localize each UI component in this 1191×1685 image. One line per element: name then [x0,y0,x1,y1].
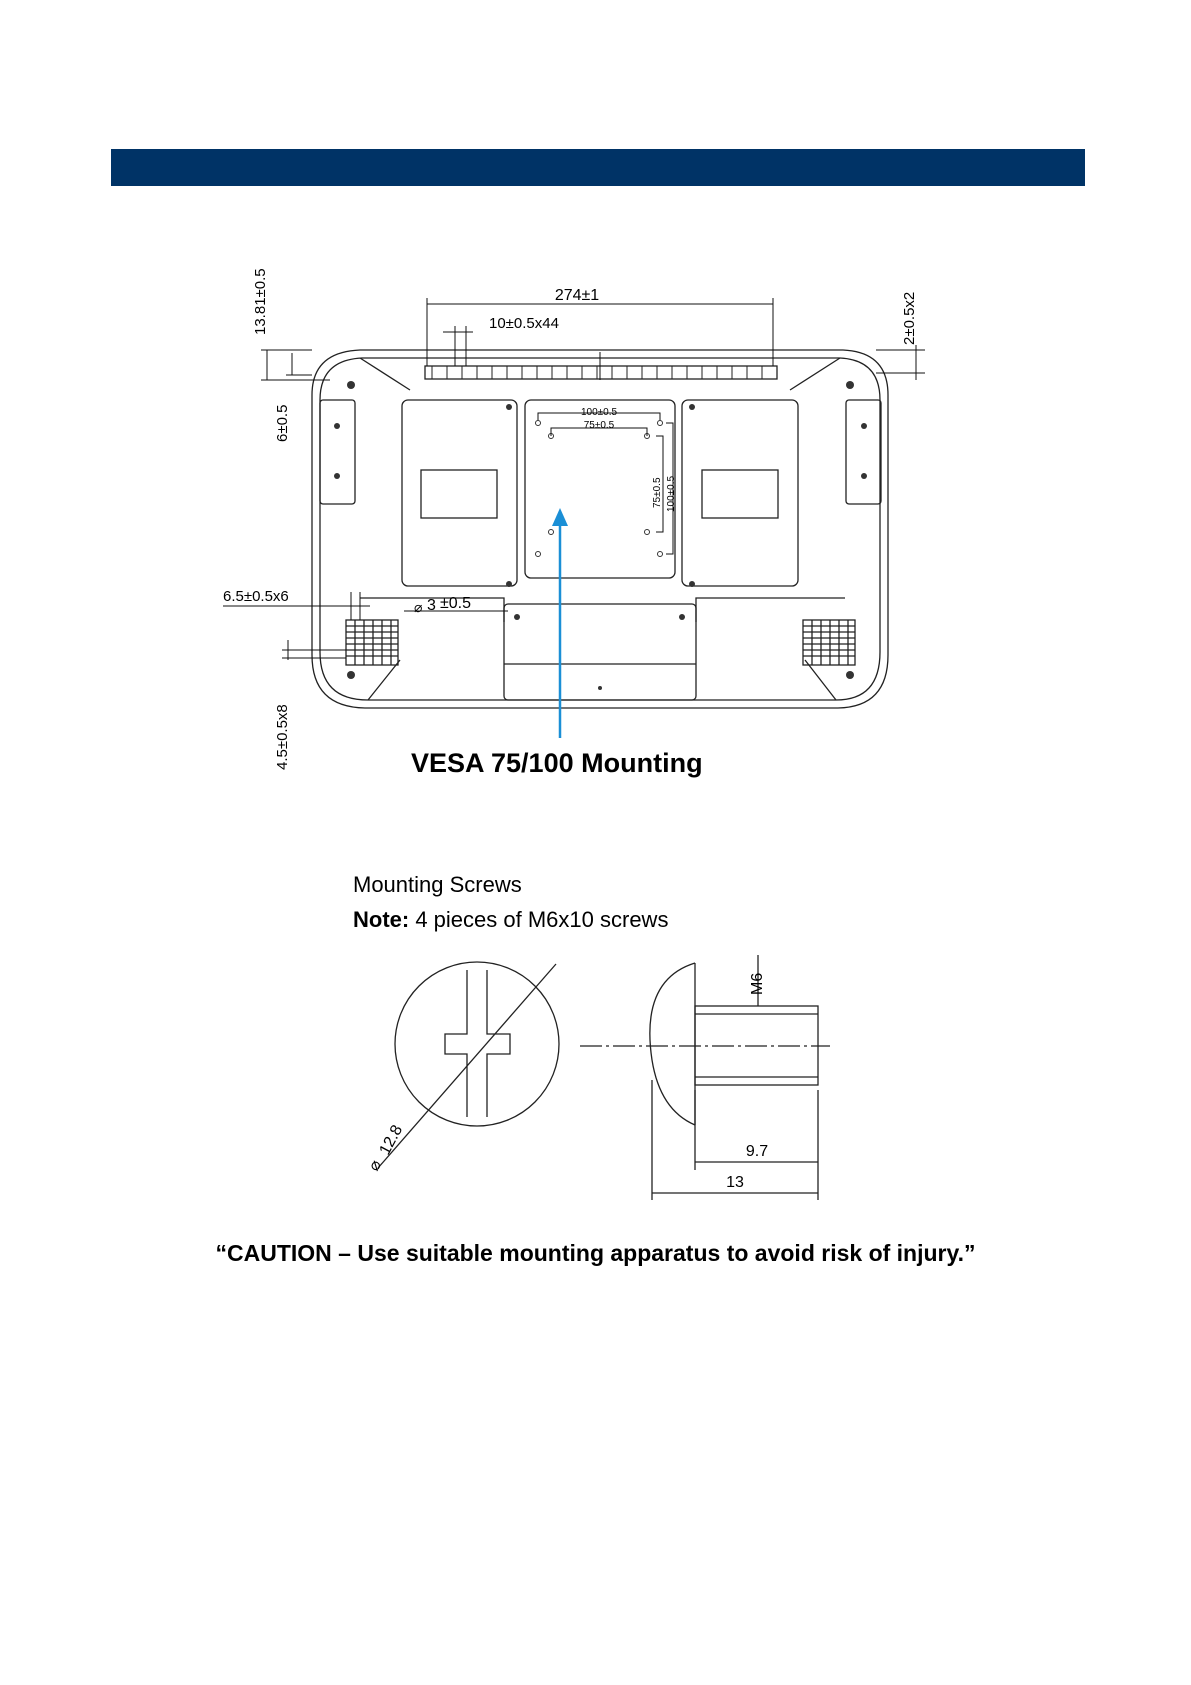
screw-side-view [580,955,830,1200]
mounting-screws-note [353,907,668,933]
note-label: Note: [353,907,410,932]
vesa-100-v: 100±0.5 [666,475,677,512]
right-bracket [846,400,881,504]
note-text: 4 pieces of M6x10 screws [409,907,669,932]
dim-diameter-symbol: ⌀ [365,1157,386,1174]
vesa-100-h: 100±0.5 [580,407,618,418]
top-slot [425,366,777,379]
dim-slot: 10±0.5x44 [489,315,559,332]
dim-top-width: 274±1 [554,287,600,304]
dim-vent-width: 6.5±0.5x6 [223,588,289,605]
left-bracket [320,400,355,504]
screw-head-front [378,962,559,1168]
dim-total: 13 [726,1174,744,1191]
dim-hole-dia-symbol: ⌀ [414,599,423,615]
dim-right-height: 2±0.5x2 [901,291,918,345]
dim-hole-tol: ±0.5 [440,595,472,612]
monitor-rear-drawing [0,0,1191,820]
vesa-arrow [552,508,568,738]
dim-shank: 9.7 [745,1143,769,1160]
dim-thread: M6 [749,972,766,995]
right-vent [803,620,855,665]
bottom-stand [504,604,696,700]
slot-teeth [432,366,762,379]
dim-diameter: 12.8 [376,1122,407,1158]
right-panel [682,400,798,586]
dim-left-height: 13.81±0.5 [252,268,269,335]
vesa-75-h: 75±0.5 [583,420,615,431]
vesa-75-v: 75±0.5 [652,477,663,508]
dim-hole-dia: 3 [427,597,436,614]
left-panel [402,400,517,586]
left-vent [346,620,398,665]
vesa-label: VESA 75/100 Mounting [411,748,703,778]
caution-text: “CAUTION – Use suitable mounting apparatus to avoid risk of injury.” [215,1240,976,1266]
dim-left-6: 6±0.5 [274,404,291,442]
mounting-screws-title: Mounting Screws [353,872,522,897]
dim-vent-height: 4.5±0.5x8 [274,704,291,770]
